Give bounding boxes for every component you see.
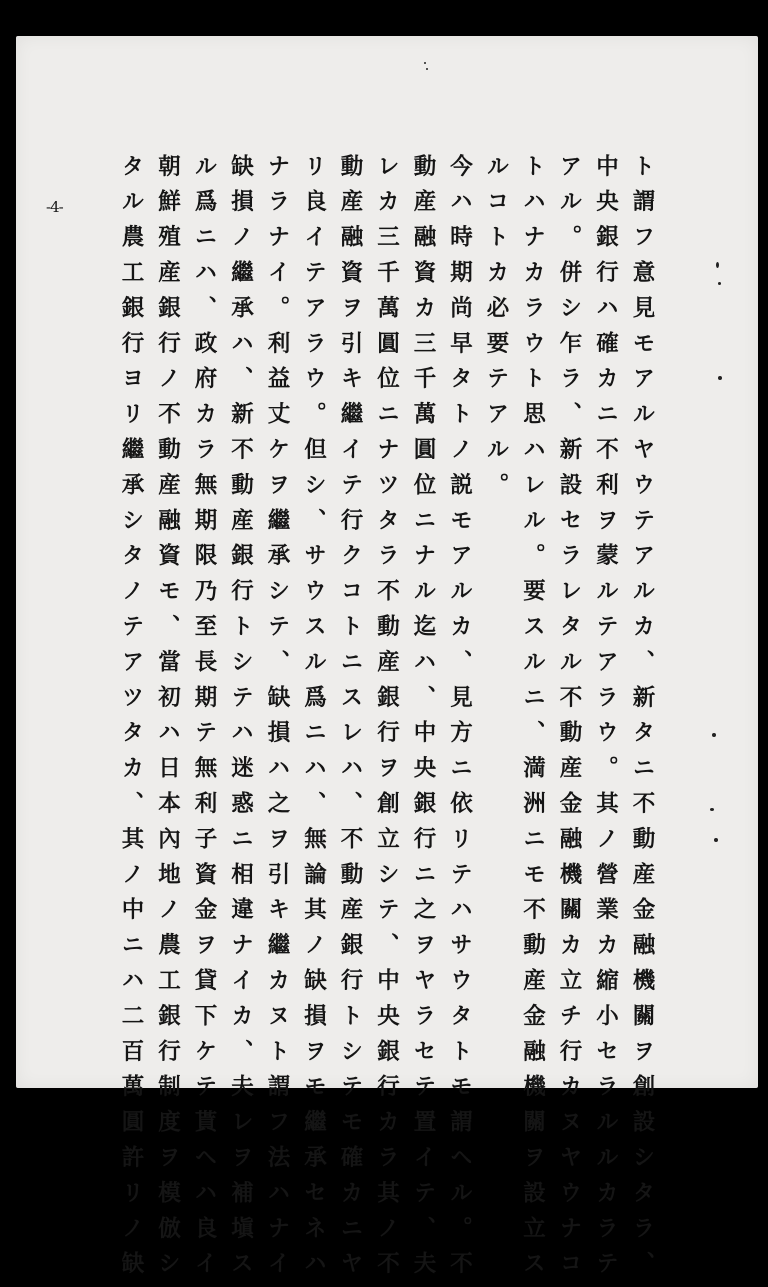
text-column: 動産融資ヲ引キ繼イテ行クコトニスレハ、不動産銀行トシテモ確カニヤ: [337, 154, 363, 1287]
text-column: ト謂フ意見モアルヤウテアルカ、新タニ不動産金融機關ヲ創設シタラ、: [629, 154, 655, 1287]
scan-speck: [716, 262, 719, 268]
text-column: 朝鮮殖産銀行ノ不動産融資モ、當初ハ日本內地ノ農工銀行制度ヲ模倣シ: [154, 154, 181, 1287]
text-column: 動産融資カ三千萬圓位ニナル迄ハ、中央銀行ニ之ヲヤラセテ置イテ、夫: [410, 154, 436, 1287]
text-column: タル農工銀行ヨリ繼承シタノテアツタカ、其ノ中ニハ二百萬圓許リノ缺: [118, 154, 144, 1287]
text-column: ル爲ニハ、政府カラ無期限乃至長期テ無利子資金ヲ貸下ケテ貰ヘハ良イ: [191, 154, 217, 1287]
vertical-text-body: [112, 154, 660, 1287]
text-column: 缺損ノ繼承ハ、新不動産銀行トシテハ迷惑ニ相違ナイカ、夫レヲ補塡ス: [227, 154, 254, 1287]
text-column: レカ三千萬圓位ニナツタラ不動産銀行ヲ創立シテ、中央銀行カラ其ノ不: [373, 154, 400, 1287]
document-page: [16, 36, 758, 1287]
scan-speck: [718, 376, 722, 380]
scan-speck: [426, 68, 428, 70]
text-column: 中央銀行ハ確カニ不利ヲ蒙ルテアラウ。其ノ營業カ縮小セラルルカラテ: [592, 154, 619, 1287]
scan-speck: [712, 733, 716, 737]
page-number: -4-: [46, 198, 63, 216]
scan-speck: [424, 62, 426, 64]
text-column: アル。併シ乍ラ、新設セラレタル不動産金融機關カ立チ行カヌヤウナコ: [556, 154, 582, 1287]
scan-speck: [710, 808, 714, 811]
scan-speck: [714, 838, 718, 842]
text-column: ルコトカ必要テアル。: [483, 154, 509, 508]
text-column: 今ハ時期尚早タトノ説モアルカ、見方ニ依リテハサウタトモ謂ヘル。不: [446, 154, 473, 1287]
text-column: リ良イテアラウ。但シ、サウスル爲ニハ、無論其ノ缺損ヲモ繼承セネハ: [300, 154, 327, 1287]
text-column: ナラナイ。利益丈ケヲ繼承シテ、缺損ハ之ヲ引キ繼カヌト謂フ法ハナイ: [264, 154, 290, 1287]
text-column: トハナカラウト思ハレル。要スルニ、満洲ニモ不動産金融機關ヲ設立ス: [519, 154, 546, 1287]
scan-speck: [718, 282, 721, 285]
